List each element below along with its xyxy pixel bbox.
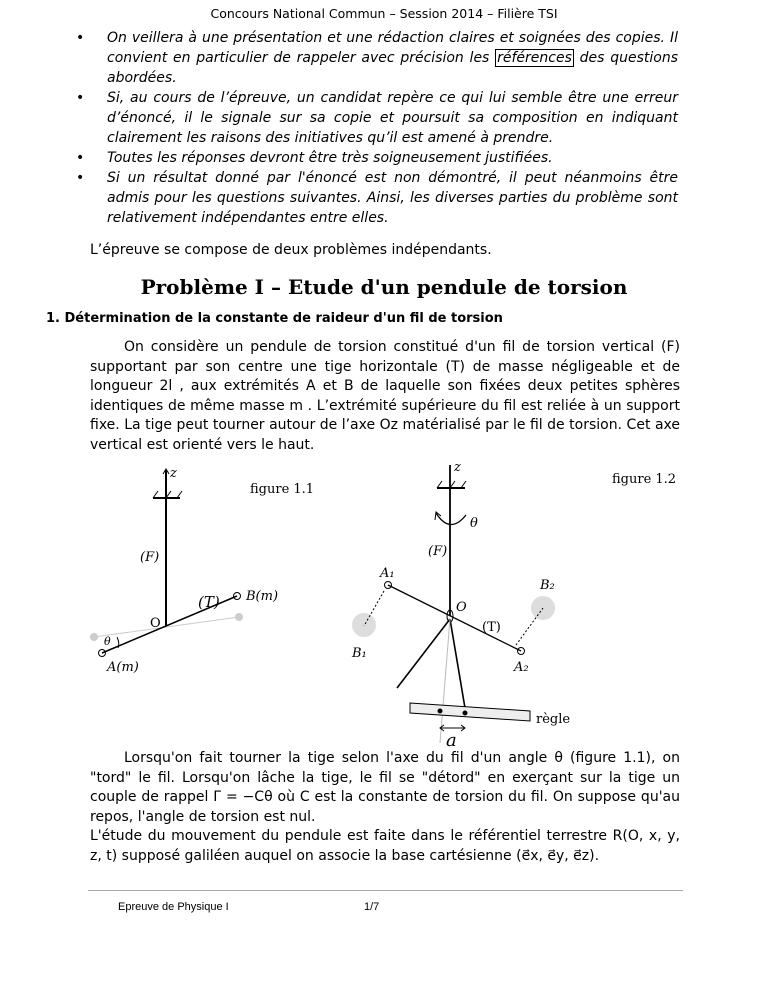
wire-label: (F) (140, 550, 160, 565)
point-b1-label: B₁ (352, 646, 367, 661)
list-item (90, 168, 678, 228)
point-b2-label: B₂ (540, 578, 555, 593)
list-item (90, 28, 678, 88)
theta-label: θ (470, 516, 478, 531)
axis-z-label: z (170, 466, 177, 481)
ruler (410, 703, 530, 721)
list-item (90, 88, 678, 148)
wire-label: (F) (428, 544, 448, 559)
bullet-text: Toutes les réponses devront être très soigneusement justifiées. (107, 150, 553, 166)
page-number: 1/7 (364, 901, 380, 913)
point-b-label: B(m) (246, 589, 279, 604)
point-a2-label: A₂ (514, 660, 529, 675)
section-title: 1. Détermination de la constante de raideur d'un fil de torsion (46, 311, 503, 326)
problem-title: Problème I – Etude d'un pendule de torsion (140, 275, 628, 299)
figures (0, 459, 768, 749)
sphere-b1 (352, 613, 376, 637)
origin-label: O (456, 600, 467, 615)
instructions-list (90, 28, 678, 228)
point-a1-label: A₁ (380, 566, 395, 581)
figure-1-1 (90, 469, 243, 657)
rod-label: (T) (198, 593, 220, 611)
figure-caption: figure 1.1 (250, 482, 315, 497)
rotation-arrow (436, 513, 466, 525)
list-item (90, 148, 678, 168)
footer (88, 890, 683, 919)
reflected-ray (450, 619, 465, 708)
incident-ray (397, 619, 450, 688)
bullet-text: Si, au cours de l’épreuve, un candidat repère ce qui lui semble être une erreur d’énoncé, il le signale sur sa copie et poursuit sa composition en indiquant clairement les raisons des initiatives qu’il est amené à prendre. (107, 90, 678, 146)
rod-label: (T) (482, 620, 501, 635)
bullet-text: On veillera à une présentation et une rédaction claires et soignées des copies. Il convient en particulier de rappeler avec précision les (107, 30, 678, 66)
boxed-word: références (497, 50, 572, 66)
point-a-label: A(m) (107, 660, 139, 675)
figure-1-2 (352, 465, 555, 743)
bullet-text: Si un résultat donné par l'énoncé est non démontré, il peut néanmoins être admis pour les questions suivantes. Ainsi, les diverses parties du problème sont relativement indépendantes entre elles. (107, 170, 678, 226)
axis-z-label: z (454, 460, 461, 475)
paragraph-3: L'étude du mouvement du pendule est faite dans le référentiel terrestre R(O, x, y, z, t) supposé galiléen auquel on associe la base cartésienne (e⃗x, e⃗y, e⃗z). (90, 828, 680, 864)
paragraph-2: Lorsqu'on fait tourner la tige selon l'axe du fil d'un angle θ (figure 1.1), on "tord" le fil. Lorsqu'on lâche la tige, le fil se "détord" en exerçant sur la tige un couple de rappel Γ = −Cθ où C est la constante de torsion du fil. On suppose qu'au repos, l'angle de torsion est nul. (90, 750, 680, 825)
origin-label: O (150, 616, 161, 631)
bullet-text: des questions abordées. (107, 50, 678, 86)
deviation-label: a (446, 730, 457, 749)
page-header: Concours National Commun – Session 2014 – Filière TSI (210, 6, 558, 21)
figure-caption: figure 1.2 (612, 472, 677, 487)
paragraph-1: On considère un pendule de torsion constitué d'un fil de torsion vertical (F) supportant par son centre une tige horizontale (T) de masse négligeable et de longueur 2l , aux extrémités A et B de laquelle son fixées deux petites sphères identiques de même masse m . L’extrémité supérieure du fil est reliée à un support fixe. La tige peut tourner autour de l’axe Oz matérialisé par le fil de torsion. Cet axe vertical est orienté vers le haut. (90, 339, 680, 453)
ruler-label: règle (536, 712, 571, 727)
intro-text: L’épreuve se compose de deux problèmes indépendants. (90, 242, 492, 258)
theta-label: θ (104, 635, 111, 648)
footer-title: Epreuve de Physique I (118, 901, 229, 913)
